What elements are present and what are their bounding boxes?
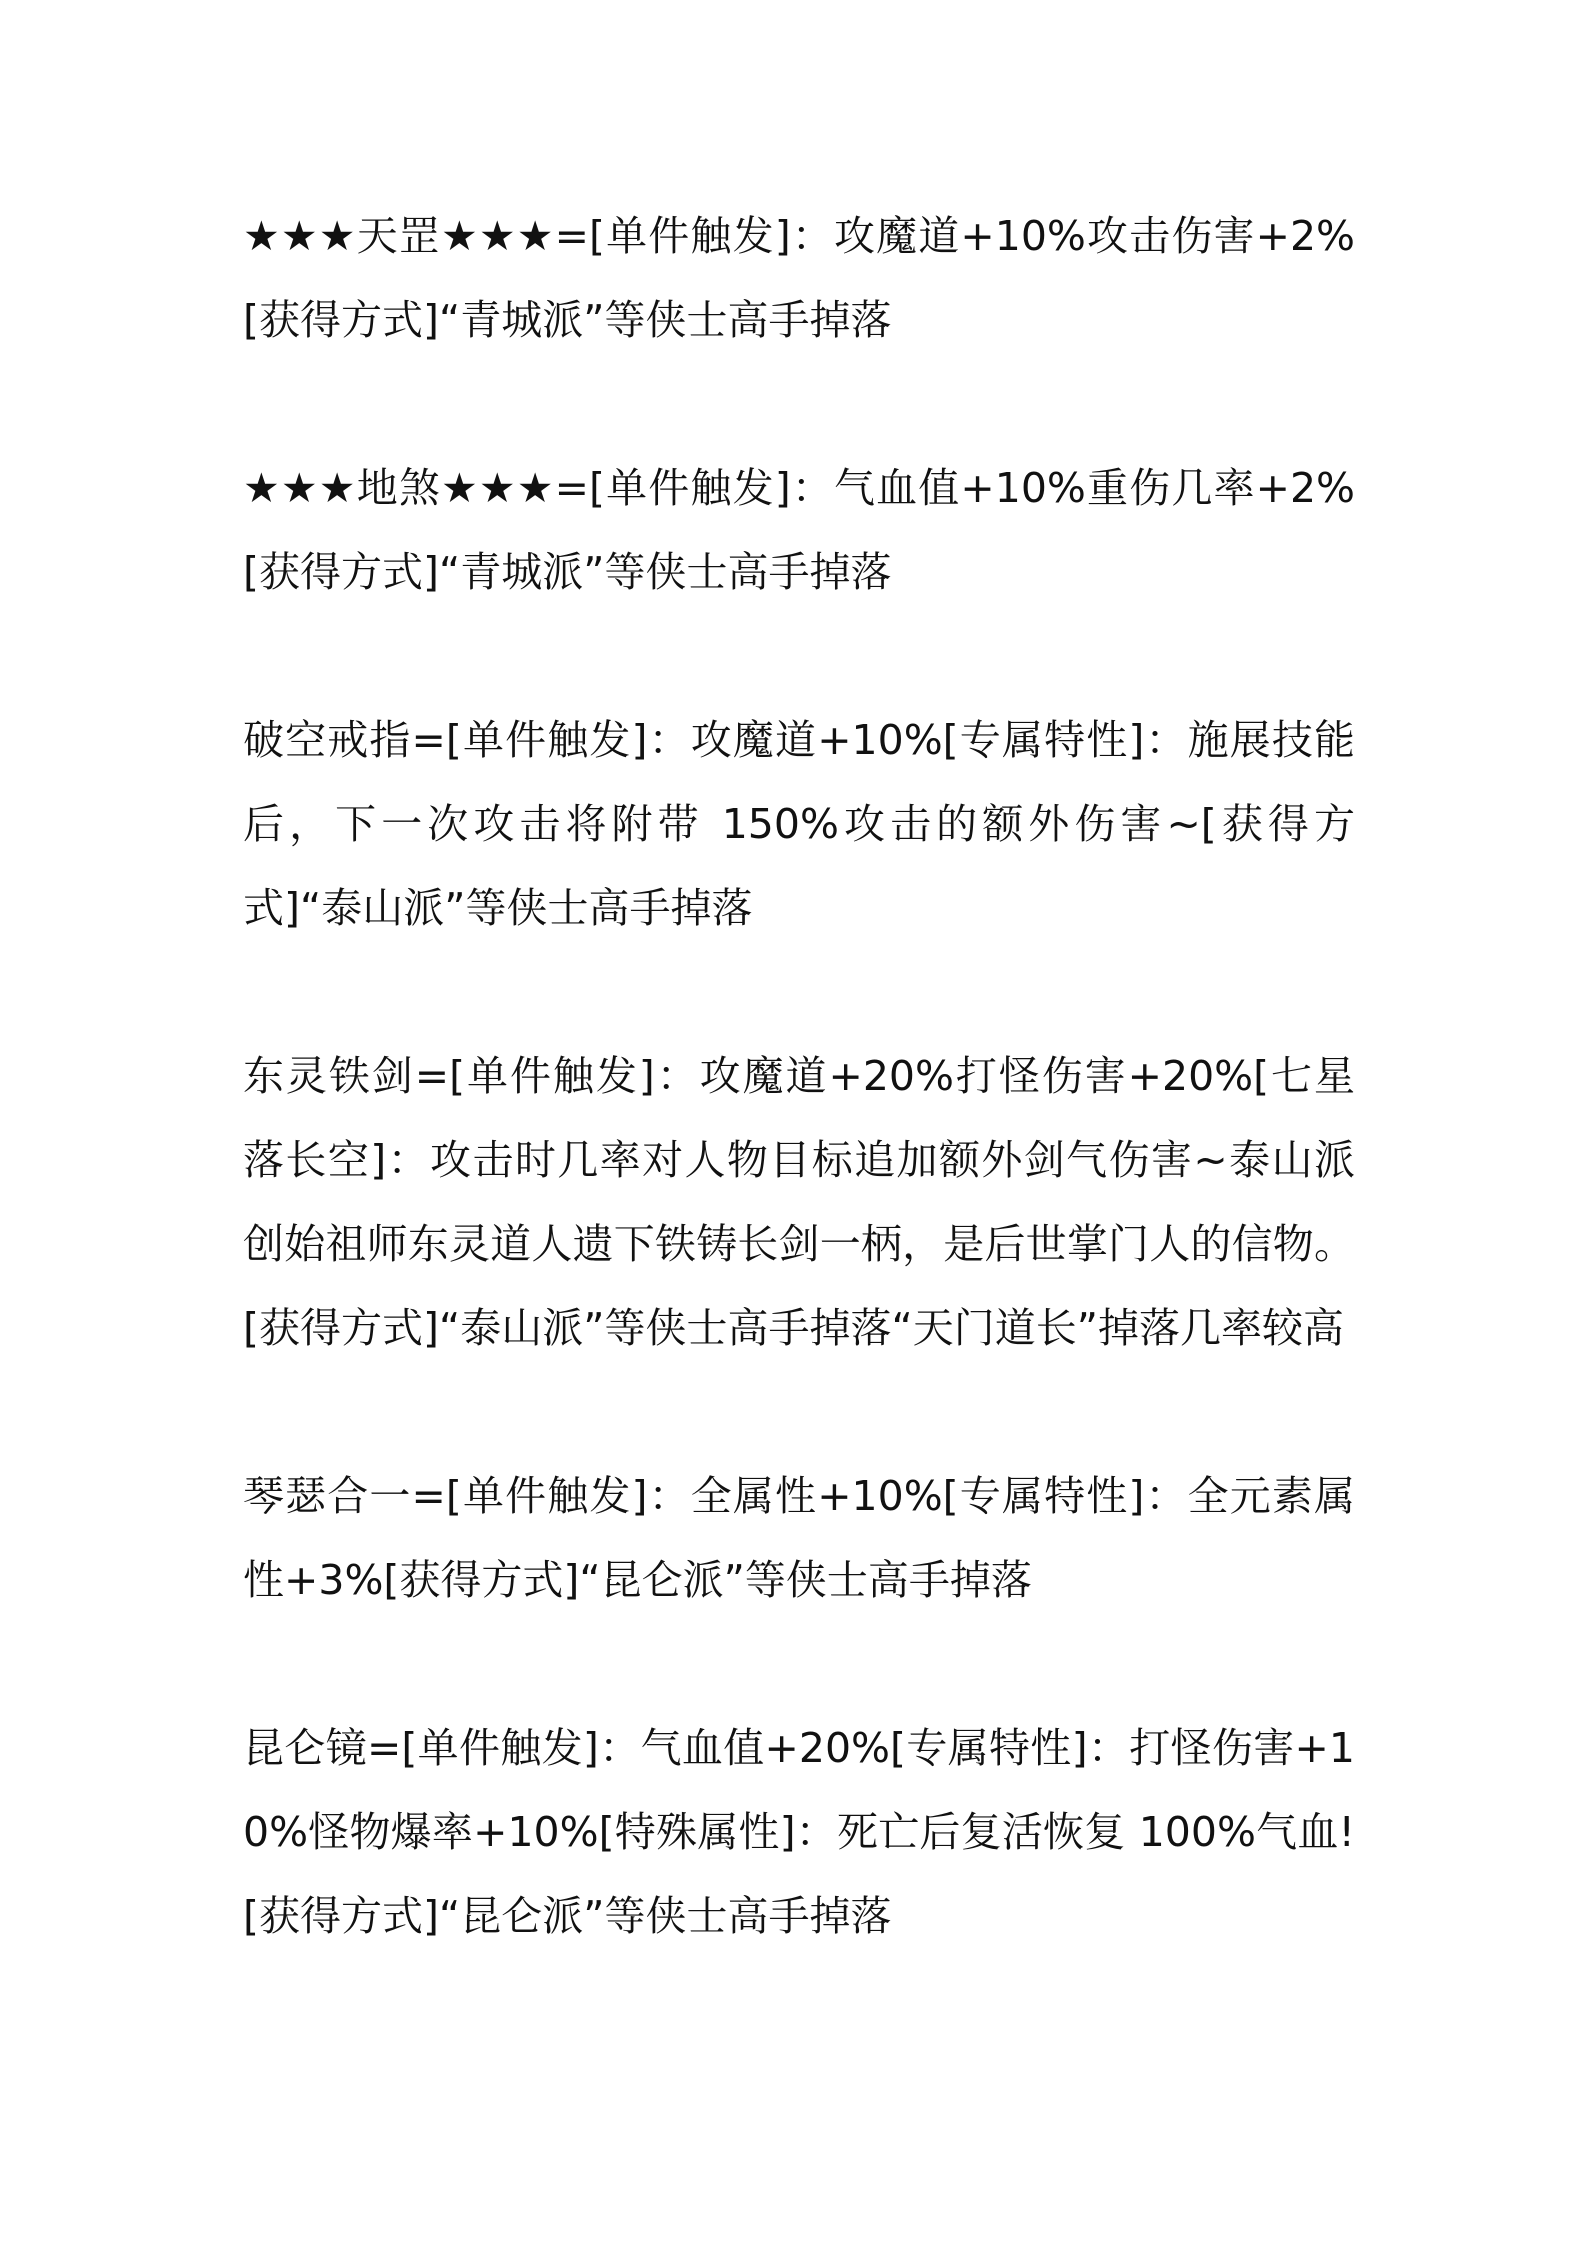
item-entry-pokong-ring: 破空戒指=[单件触发]：攻魔道+10%[专属特性]：施展技能后，下一次攻击将附带 150%攻击的额外伤害~[获得方式]“泰山派”等侠士高手掉落	[243, 716, 1355, 932]
item-entry-qinse-heyi: 琴瑟合一=[单件触发]：全属性+10%[专属特性]：全元素属性+3%[获得方式]“昆仑派”等侠士高手掉落	[243, 1472, 1355, 1604]
item-entry-dongling-sword: 东灵铁剑=[单件触发]：攻魔道+20%打怪伤害+20%[七星落长空]：攻击时几率对人物目标追加额外剑气伤害~泰山派创始祖师东灵道人遗下铁铸长剑一柄，是后世掌门人的信物。[获得方式]“泰山派”等侠士高手掉落“天门道长”掉落几率较高	[243, 1052, 1355, 1352]
item-entry-tiangang: ★★★天罡★★★=[单件触发]：攻魔道+10%攻击伤害+2%[获得方式]“青城派”等侠士高手掉落	[243, 212, 1355, 344]
document-body	[243, 194, 1355, 2042]
item-entry-disha: ★★★地煞★★★=[单件触发]：气血值+10%重伤几率+2%[获得方式]“青城派”等侠士高手掉落	[243, 464, 1355, 596]
item-entry-kunlun-mirror: 昆仑镜=[单件触发]：气血值+20%[专属特性]：打怪伤害+10%怪物爆率+10%[特殊属性]：死亡后复活恢复 100%气血![获得方式]“昆仑派”等侠士高手掉落	[243, 1724, 1355, 1940]
